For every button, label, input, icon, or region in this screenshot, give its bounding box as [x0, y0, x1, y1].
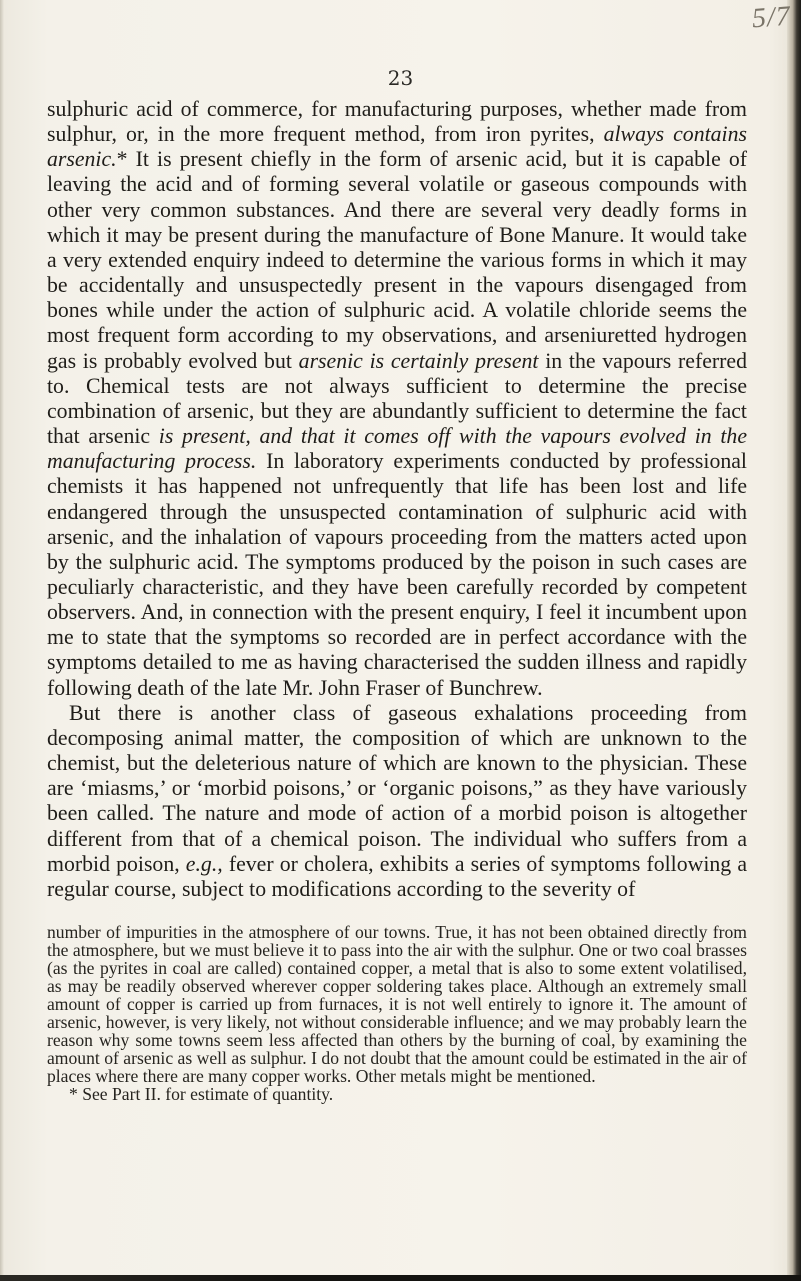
page-number: 23 [387, 66, 414, 90]
italic-text-run: arsenic is certainly present [298, 348, 539, 373]
page-bottom-edge [0, 1275, 801, 1281]
footnote-star: * See Part II. for estimate of quantity. [69, 1083, 334, 1104]
main-text-block [47, 97, 747, 902]
paragraph-2 [47, 701, 747, 902]
italic-text-run: e.g., [185, 851, 223, 876]
handwritten-page-annotation: 5/7 [750, 0, 792, 35]
italic-text-run: is present, and that it comes off with the vapours evolved in the manufacturing process. [47, 424, 747, 474]
text-run: sulphuric acid of commerce, for manufacturing purposes, whether made from sulphur, or, in the more frequent method, from iron pyrites, [47, 97, 747, 147]
page-left-edge [0, 0, 4, 1281]
text-run: fever or cholera, exhibits a series of symptoms following a regular course, subject to modifications according to the severity of [47, 851, 747, 901]
text-run: In laboratory experiments conducted by professional chemists it has happened not unfrequently that life has been lost and life endangered through the unsuspected contamination of sulphuric acid with arsenic, and the inhalation of vapours proceeding from the matters acted upon by the sulphuric acid. The symptoms produced by the poison in such cases are peculiarly characteristic, and they have been carefully recorded by competent observers. And, in connection with the present enquiry, I feel it incumbent upon me to state that the symptoms so recorded are in perfect accordance with the symptoms detailed to me as having characterised the sudden illness and rapidly following death of the late Mr. John Fraser of Bunchrew. [47, 449, 747, 700]
footnotes-block [47, 924, 747, 1104]
text-run: But there is another class of gaseous exhalations proceeding from decomposing animal matter, the composition of which are unknown to the chemist, but the deleterious nature of which are known to the physician. These are ‘miasms,’ or ‘morbid poisons,’ or ‘organic poisons,” as they have variously been called. The nature and mode of action of a morbid poison is altogether different from that of a chemical poison. The individual who suffers from a morbid poison, [47, 700, 747, 876]
footnote-continuation: number of impurities in the atmosphere of our towns. True, it has not been obtained directly from the atmosphere, but we must believe it to pass into the air with the sulphur. One or two coal brasses (as the pyrites in coal are called) contained copper, a metal that is also to some extent volatilised, as may be readily observed wherever copper soldering takes place. Although an extremely small amount of copper is carried up from furnaces, it is not well entirely to ignore it. The amount of arsenic, however, is very likely, not without considerable influence; and we may probably learn the reason why some towns seem less affected than others by the burning of coal, by examining the amount of arsenic as well as sulphur. I do not doubt that the amount could be estimated in the air of places where there are many copper works. Other metals might be mentioned. [47, 922, 747, 1086]
page-right-edge-shadow [787, 0, 801, 1281]
text-run: * It is present chiefly in the form of arsenic acid, but it is capable of leaving the acid and of forming several volatile or gaseous compounds with other very common substances. And there are several very deadly forms in which it may be present during the manufacture of Bone Manure. It would take a very extended enquiry indeed to determine the various forms in which it may be accidentally and unsuspectedly present in the vapours disengaged from bones while under the action of sulphuric acid. A volatile chloride seems the most frequent form according to my observations, and arseniuretted hydrogen gas is probably evolved but [47, 147, 747, 373]
text-run: in the vapours referred to. Chemical tests are not always sufficient to determine the precise combination of arsenic, but they are abundantly sufficient to determine the fact that arsenic [47, 348, 747, 449]
italic-text-run: always contains arsenic. [47, 122, 747, 172]
paragraph-1 [47, 97, 747, 701]
